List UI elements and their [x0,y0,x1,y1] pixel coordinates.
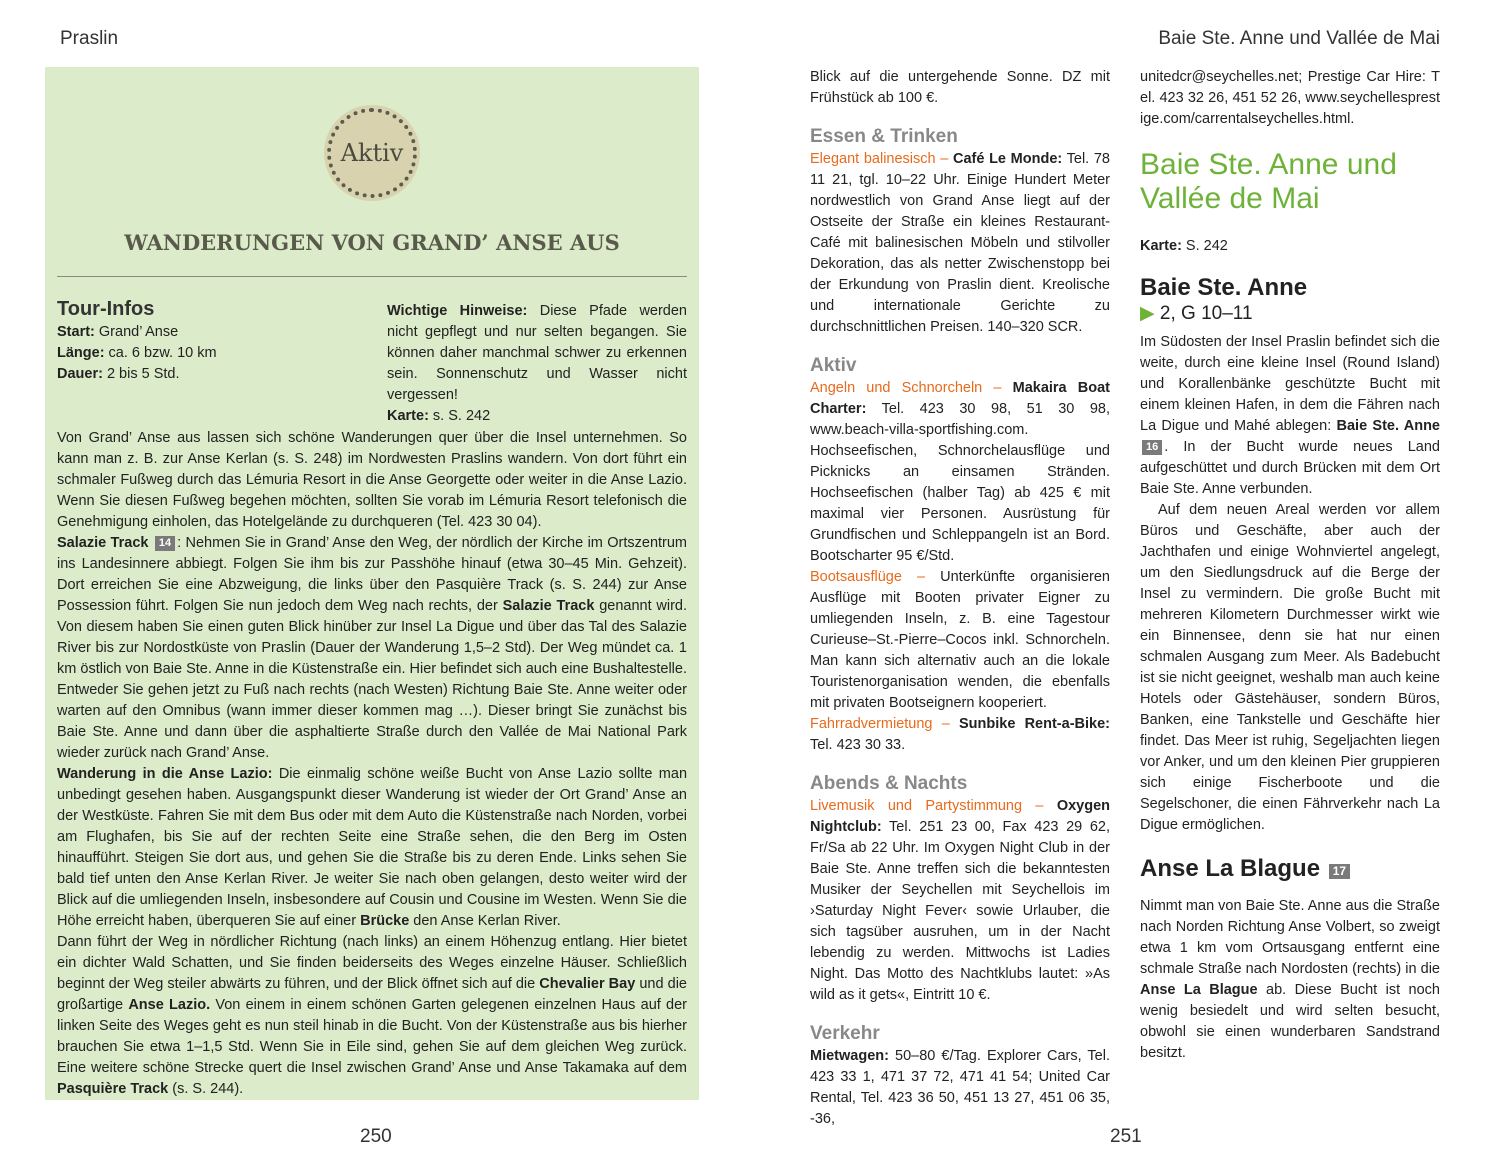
section-verkehr: Verkehr [810,1023,880,1044]
heading-anse-la-blague: Anse La Blague 17 [1140,854,1440,884]
wichtige-hinweise: Wichtige Hinweise: Diese Pfade werden nicht gepflegt und nur selten begangen. Sie können daher manchmal schwer zu erkennen sein. Sonnenschutz und Wasser nicht vergessen! Karte: s. S. 242 [387,303,687,424]
tour-infos: Start: Grand’ Anse Länge: ca. 6 bzw. 10 km Dauer: 2 bis 5 Std. [57,324,217,382]
section-aktiv: Aktiv [810,355,857,376]
heading-baie-ste-anne: Baie Ste. Anne [1140,274,1308,301]
map-number-badge: 16 [1142,440,1162,455]
map-marker-icon: ▶ [1140,303,1155,324]
aktiv-badge-label: Aktiv [340,139,404,167]
box-divider [57,276,687,277]
section-abends: Abends & Nachts [810,773,968,794]
map-reference: ▶ 2, G 10–11 [1140,303,1253,324]
box-body-text: Von Grand’ Anse aus lassen sich schöne Wanderungen quer über die Insel unternehmen. So kann man z. B. zur Anse Kerlan (s. S. 248) im Nordwesten Praslins wandern. Von dort führt ein schmaler Fußweg durch das Lémuria Resort in die Anse Georgette oder weiter in die Anse Lazio. Wenn Sie diesen Fußweg begehen möchten, sollten Sie vorab im Lémuria Resort telefonisch die Genehmigung einholen, das Hotelgelände zu durchqueren (Tel. 423 30 04). Salazie Track 14 : Nehmen Sie in Grand’ Anse den Weg, der nördlich der Kirche im Ortszentrum ins Landesinnere abbiegt. Folgen Sie ihm bis zur Passhöhe hinauf (etwa 30–45 Min. Gehzeit). Dort erreichen Sie eine Abzweigung, die links über den Pasquière Track (s. S. 244) zur Anse Possession führt. Folgen Sie nun jedoch dem Weg nach rechts, der Salazie Track genannt wird. Von diesem haben Sie einen guten Blick hinüber zur Insel La Digue und über das Tal des Salazie River bis zur Nordostküste von Praslin (Dauer der Wanderung 1,5–2 Std). Der Weg mündet ca. 1 km östlich von Baie Ste. Anne in die Küstenstraße ein. Hier befindet sich auch eine Bushaltestelle. Entweder Sie gehen jetzt zu Fuß nach rechts (nach Westen) Richtung Baie Ste. Anne weiter oder warten auf den Omnibus (wann immer dieser kommen mag …). Dieser bringt Sie zunächst bis Baie Ste. Anne und dann über die asphaltierte Straße durch den Vallée de Mai National Park wieder zurück nach Grand’ Anse. Wanderung in die Anse Lazio: Die einmalig schöne weiße Bucht von Anse Lazio sollte man unbedingt gesehen haben. Ausgangspunkt dieser Wanderung ist wieder der Ort Grand’ Anse an der Westküste. Fahren Sie mit dem Bus oder mit dem Auto die Küstenstraße nach Norden, vorbei am Flughafen, bis Sie auf der rechten Seite eine Straße sehen, die den Berg im Osten hinaufführt. Steigen Sie dort aus, und gehen Sie die Straße bis zu deren Ende. Links sehen Sie bald tief unten den Anse Kerlan River. Je weiter Sie nach oben gelangen, desto weiter wird der Blick auf die umliegenden Inseln, insbesondere auf Cousin und Cousine im Westen. Wenn Sie die Höhe erreicht haben, überqueren Sie auf einer Brücke den Anse Kerlan River. Dann führt der Weg in nördlicher Richtung (nach links) an einem Höhenzug entlang. Hier bietet ein dichter Wald Schatten, und Sie finden beiderseits des Weges einzelne Häuser. Schließlich beginnt der Weg steiler abwärts zu führen, und der Blick öffnet sich auf die Chevalier Bay und die großartige Anse Lazio. Von einem in einem schönen Garten gelegenen einzelnen Haus auf der linken Seite des Weges geht es nun steil hinab in die Bucht. Von der Küstenstraße aus bis hierher brauchen Sie etwa 1–1,5 Std. Wenn Sie in Eile sind, gehen Sie auf dem gleichen Weg zurück. Eine weitere schöne Strecke quert die Insel zwischen Grand’ Anse und Anse Takamaka auf dem Pasquière Track (s. S. 244). [57,430,688,1097]
map-number-badge: 14 [155,536,175,551]
chapter-title: Baie Ste. Anne und Vallée de Mai [1140,148,1397,215]
section-essen: Essen & Trinken [810,126,958,147]
aktiv-badge [327,108,417,198]
left-page-header: Praslin [60,28,119,49]
tour-infos-heading: Tour-Infos [57,298,155,320]
right-page-header: Baie Ste. Anne und Vallée de Mai [1158,28,1440,49]
right-page-number: 251 [1110,1126,1142,1147]
right-column-1: Blick auf die untergehende Sonne. DZ mit Frühstück ab 100 €. Essen & Trinken Elegant balinesisch – Café Le Monde: Tel. 78 11 21, tgl. 10–22 Uhr. Einige Hundert Meter nordwestlich von Grand Anse liegt auf der Ostseite der Straße ein kleines Restaurant-Café mit balinesischen Möbeln und stilvoller Dekoration, das als netter Zwischenstopp bei der Erkundung von Praslin dient. Kreolische und internationale Gerichte zu durchschnittlichen Preisen. 140–320 SCR. Aktiv Angeln und Schnorcheln – Makaira Boat Charter: Tel. 423 30 98, 51 30 98, www.beach-villa-sportfishing.com. Hochseefischen, Schnorchelausflüge und Picknicks an einsamen Stränden. Hochseefischen (halber Tag) ab 425 € mit maximal vier Personen. Ausrüstung für Grundfischen und Schleppangeln ist an Bord. Bootscharter 95 €/Std. Bootsausflüge – Unterkünfte organisieren Ausflüge mit Booten privater Eigner zu umliegenden Inseln, z. B. eine Tagestour Curieuse–St.-Pierre–Cocos inkl. Schnorcheln. Man kann sich alternativ auch an die lokale Touristenorganisation wenden, die ebenfalls mit privaten Bootseignern kooperiert. Fahrradvermietung – Sunbike Rent-a-Bike: Tel. 423 30 33. Abends & Nachts Livemusik und Partystimmung – Oxygen Nightclub: Tel. 251 23 00, Fax 423 29 62, Fr/Sa ab 22 Uhr. Im Oxygen Night Club in der Baie Ste. Anne treffen sich die bekanntesten Musiker der Seychellen mit Seychellois im ›Saturday Night Fever‹ sowie Urlauber, die sich tagsüber ausruhen, um in der Nacht lebendig zu werden. Mittwochs ist Ladies Night. Das Motto des Nachtklubs lautet: »As wild as it gets«, Eintritt 10 €. Verkehr Mietwagen: 50–80 €/Tag. Explorer Cars, Tel. 423 33 1, 471 37 72, 471 41 54; United Car Rental, Tel. 423 36 50, 451 13 27, 451 06 35, -36, [810,69,1110,1127]
box-title: WANDERUNGEN VON GRAND’ ANSE AUS [124,230,620,255]
map-number-badge: 17 [1329,864,1350,879]
right-column-2: unitedcr@seychelles.net; Prestige Car Hire: Tel. 423 32 26, 451 52 26, www.seychellesprestige.com/carrentalseychelles.html. Baie Ste. Anne und Vallée de Mai Karte: S. 242 Baie Ste. Anne ▶ 2, G 10–11 Im Südosten der Insel Praslin befindet sich die weite, durch eine kleine Insel (Round Island) und Korallenbänke geschützte Bucht mit einem kleinen Hafen, in dem die Fähren nach La Digue und Mahé ablegen: Baie Ste. Anne 16 . In der Bucht wurde neues Land aufgeschüttet und durch Brücken mit dem Ort Baie Ste. Anne verbunden. Auf dem neuen Areal werden vor allem Büros und Geschäfte, aber auch der Jachthafen und einige Wohnviertel angelegt, um den Siedlungsdruck auf die Berge der Insel zu vermindern. Die große Bucht mit mehreren Kilometern Durchmesser wirkt wie ein Binnensee, denn sie hat nur einen schmalen Ausgang zum Meer. Als Badebucht ist sie nicht geeignet, weshalb man auch keine Hotels oder Gästehäuser, sondern Büros, Banken, eine Tankstelle und Geschäfte hier findet. Das Meer ist ruhig, Segeljachten liegen vor Anker, und um den kleinen Pier gruppieren sich einige Fischerboote und die Segelschoner, die einen Fährverkehr nach La Digue ermöglichen. Anse La Blague 17 Nimmt man von Baie Ste. Anne aus die Straße nach Norden Richtung Anse Volbert, so zweigt etwa 1 km vom Ortsausgang entfernt eine schmale Straße nach Nordosten (rechts) in die Anse La Blague ab. Diese Bucht ist noch wenig besiedelt und wird selten besucht, obwohl sie einen wunderbaren Sandstrand besitzt. [1140,69,1440,1061]
left-page-number: 250 [360,1126,392,1147]
